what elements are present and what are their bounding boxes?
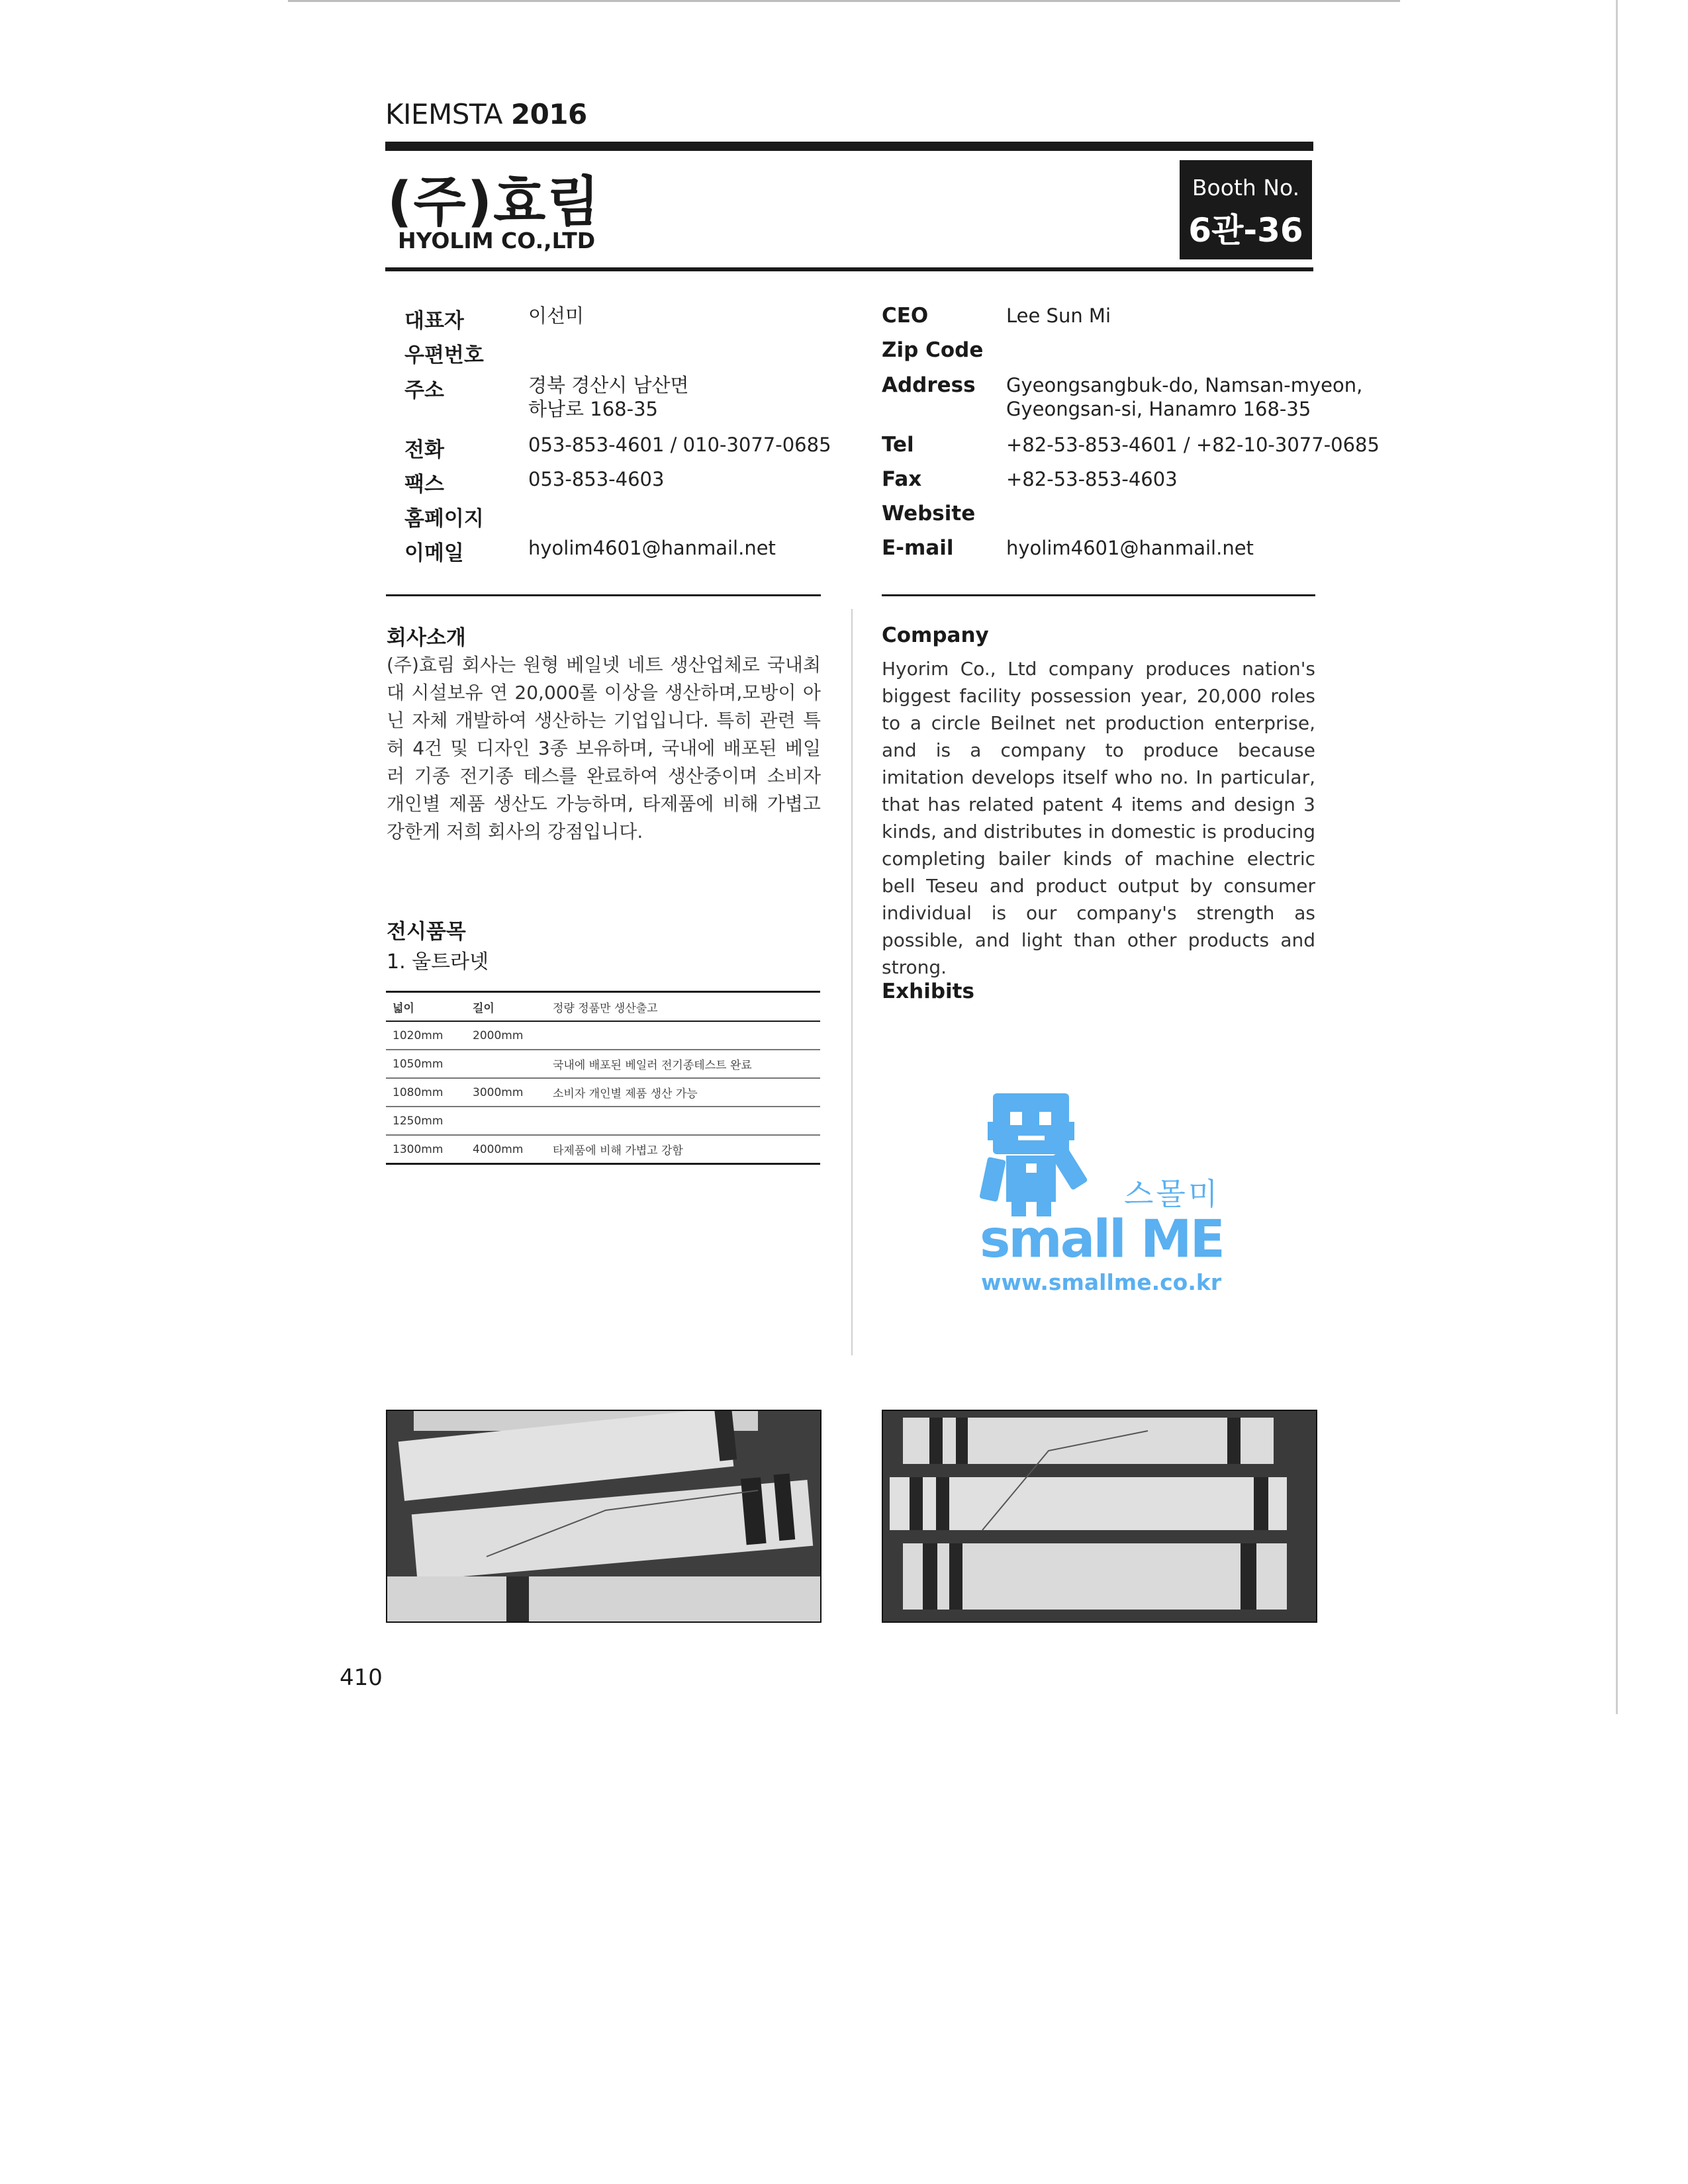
section-rule-left	[386, 594, 821, 596]
col-note-header: 정량 정품만 생산출고	[546, 992, 820, 1022]
intro-text-en: Hyorim Co., Ltd company produces nation's biggest facility possession year, 20,000 roles to a circle Beilnet net production enterprise, and is a company to produce because imitation develops itself who no. In particular, that has related patent 4 items and design 3 kinds, and distributes in domestic is producing completing bailer kinds of machine electric bell Teseu and product output by consumer individual is our company's strength as possible, and light than other products and strong.	[882, 658, 1315, 978]
table-row	[386, 1021, 820, 1050]
scan-right-edge	[1616, 0, 1618, 1714]
booth-number: 6관-36	[1188, 211, 1303, 250]
page-number: 410	[340, 1664, 383, 1691]
address-line1-kr: 경북 경산시 남산면	[528, 374, 689, 396]
table-cell	[546, 1107, 820, 1135]
zip-label-kr: 우편번호	[404, 343, 484, 367]
product-photo-right	[882, 1410, 1317, 1623]
product-spec-table	[386, 991, 820, 1165]
table-header-row	[386, 992, 820, 1022]
email-label-en: E-mail	[882, 536, 954, 560]
zip-label-en: Zip Code	[882, 338, 984, 362]
address-line2-en: Gyeongsan-si, Hanamro 168-35	[1006, 398, 1311, 420]
net-rolls-photo	[387, 1411, 820, 1621]
product-photo-left	[386, 1410, 821, 1623]
header-rule-thin	[385, 267, 1313, 271]
table-cell: 3000mm	[466, 1078, 546, 1107]
table-cell: 1050mm	[386, 1050, 466, 1078]
scan-top-edge	[288, 0, 1400, 2]
intro-text-kr: (주)효림 회사는 원형 베일넷 네트 생산업체로 국내최대 시설보유 연 20,000롤 이상을 생산하며,모방이 아닌 자체 개발하여 생산하는 기업입니다. 특히 관련 특허 4건 및 디자인 3종 보유하며, 국내에 배포된 베일러 기종 전기종 테스를 완료하여 생산중이며 소비자 개인별 제품 생산도 가능하며, 타제품에 비해 가볍고 강한게 저희 회사의 강점입니다.	[387, 654, 821, 842]
table-row	[386, 1050, 820, 1078]
ceo-label-en: CEO	[882, 304, 929, 328]
logo-kr-text: 스몰미	[1124, 1176, 1221, 1212]
ceo-label-kr: 대표자	[404, 309, 464, 333]
table-cell: 1250mm	[386, 1107, 466, 1135]
email-value-kr[interactable]: hyolim4601@hanmail.net	[528, 537, 776, 559]
company-name-kr: (주)효림	[387, 171, 601, 234]
tel-label-kr: 전화	[404, 438, 444, 462]
address-label-en: Address	[882, 373, 976, 397]
net-rolls-photo	[883, 1411, 1316, 1621]
tel-value-en: +82-53-853-4601 / +82-10-3077-0685	[1006, 433, 1380, 456]
table-cell: 1300mm	[386, 1135, 466, 1164]
table-cell	[466, 1107, 546, 1135]
email-value-en[interactable]: hyolim4601@hanmail.net	[1006, 537, 1254, 559]
table-cell: 4000mm	[466, 1135, 546, 1164]
ceo-value-en: Lee Sun Mi	[1006, 304, 1111, 327]
table-cell	[546, 1021, 820, 1050]
ceo-value-kr: 이선미	[528, 304, 585, 327]
fax-value-kr: 053-853-4603	[528, 468, 665, 490]
exhibits-heading-en: Exhibits	[882, 979, 974, 1003]
fax-label-kr: 팩스	[404, 473, 444, 496]
table-cell: 소비자 개인별 제품 생산 가능	[546, 1078, 820, 1107]
exhibits-heading-kr: 전시품목	[387, 920, 466, 944]
col-width-header: 넓이	[386, 992, 466, 1022]
tel-value-kr: 053-853-4601 / 010-3077-0685	[528, 433, 831, 456]
table-cell: 국내에 배포된 베일러 전기종테스트 완료	[546, 1050, 820, 1078]
fax-label-en: Fax	[882, 467, 922, 491]
smallme-logo	[980, 1092, 1231, 1304]
logo-brand-text: small ME	[980, 1210, 1223, 1269]
booth-label: Booth No.	[1192, 175, 1300, 201]
table-row	[386, 1135, 820, 1164]
catalog-title	[385, 98, 587, 130]
table-cell: 1020mm	[386, 1021, 466, 1050]
col-length-header: 길이	[466, 992, 546, 1022]
table-row	[386, 1078, 820, 1107]
tel-label-en: Tel	[882, 433, 914, 457]
table-cell: 타제품에 비해 가볍고 강함	[546, 1135, 820, 1164]
email-label-kr: 이메일	[404, 541, 464, 565]
table-row	[386, 1107, 820, 1135]
website-label-en: Website	[882, 502, 976, 525]
logo-url: www.smallme.co.kr	[981, 1269, 1222, 1295]
table-cell	[466, 1050, 546, 1078]
section-rule-right	[882, 594, 1315, 596]
catalog-title-prefix: KIEMSTA	[385, 98, 502, 130]
header-rule-thick	[385, 142, 1313, 151]
catalog-title-year: 2016	[510, 98, 587, 130]
address-line1-en: Gyeongsangbuk-do, Namsan-myeon,	[1006, 374, 1363, 396]
table-cell: 2000mm	[466, 1021, 546, 1050]
table-cell: 1080mm	[386, 1078, 466, 1107]
intro-heading-kr: 회사소개	[387, 626, 466, 650]
website-label-kr: 홈페이지	[404, 507, 484, 531]
fax-value-en: +82-53-853-4603	[1006, 468, 1178, 490]
intro-heading-en: Company	[882, 623, 989, 647]
booth-badge	[1180, 160, 1312, 259]
exhibit-item: 1. 울트라넷	[387, 950, 489, 974]
column-divider	[851, 609, 853, 1355]
company-name-en: HYOLIM CO.,LTD	[398, 228, 596, 253]
address-line2-kr: 하남로 168-35	[528, 398, 658, 420]
address-label-kr: 주소	[404, 379, 444, 402]
